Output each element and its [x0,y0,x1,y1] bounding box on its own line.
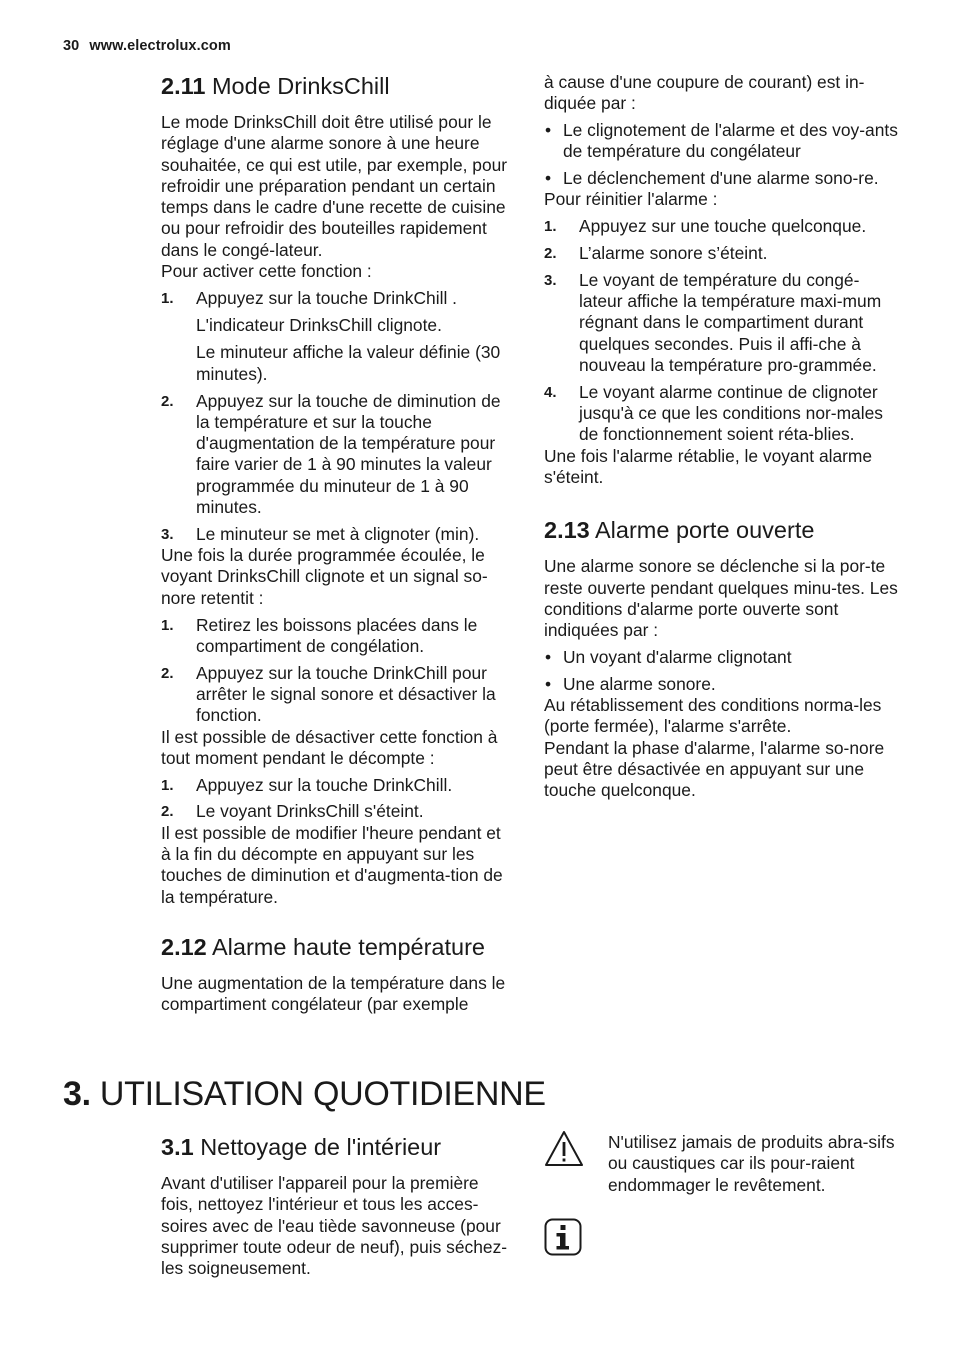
list-note: L'indicateur DrinksChill clignote. [196,315,442,336]
chapter-number: 3. [63,1075,91,1113]
ordered-list [161,615,515,727]
paragraph: Pour réinitier l'alarme : [544,189,718,210]
list-item: 2. Appuyez sur la touche de diminution de la température et sur la touche d'augmentation de la température pour faire varier de 1 à 90 minutes la valeur programmée du minuteur de 1 à 90 minutes. [161,390,501,518]
paragraph: Une fois l'alarme rétablie, le voyant alarme s'éteint. [544,445,873,488]
section-heading-2-13 [544,516,898,544]
section-title: Alarme haute température [211,933,485,960]
section-heading-2-11 [161,72,515,100]
section-number: 2.13 [544,517,590,544]
list-item: • Une alarme sonore. [545,673,716,694]
paragraph: Une augmentation de la température dans le compartiment congélateur (par exemple [161,972,506,1015]
paragraph: Il est possible de modifier l'heure pendant et à la fin du décompte en appuyant sur les touches de diminution et d'augmenta-tion de la température. [161,822,503,907]
section-number: 2.11 [161,73,206,99]
left-column [161,72,515,1015]
ordered-list [544,216,898,445]
list-item: • Un voyant d'alarme clignotant [545,647,792,668]
bullet-icon: • [545,673,552,694]
warning-note [608,1132,898,1196]
list-item: 1. Retirez les boissons placées dans le compartiment de congélation. [161,614,478,656]
bullet-list [544,647,898,695]
list-item: 3. Le minuteur se met à clignoter (min). [161,523,480,544]
warning-triangle-icon [544,1130,584,1173]
paragraph: Pour activer cette fonction : [161,261,372,282]
list-item: 1. Appuyez sur la touche DrinkChill. [161,774,453,795]
section-title: Nettoyage de l'intérieur [200,1134,442,1160]
section-heading-3-1 [161,1133,515,1161]
section-title: Alarme porte ouverte [594,517,815,544]
page-number: 30 [63,38,80,54]
list-item: • Le clignotement de l'alarme et des voy-ants de température du congélateur [545,120,898,162]
list-item: 3. Le voyant de température du congé-lateur affiche la température maxi-mum régnant dans le compartiment durant quelques secondes. Puis il affi-che à nouveau la température pro-grammée. [544,269,882,376]
page-header [63,38,231,54]
site-url: www.electrolux.com [89,38,231,54]
section-heading-2-12 [161,933,515,961]
section-number: 2.12 [161,933,207,960]
right-column [544,72,898,802]
chapter-title: UTILISATION QUOTIDIENNE [99,1075,546,1113]
paragraph: Au rétablissement des conditions norma-les (porte fermée), l'alarme s'arrête. [544,695,882,737]
list-item: 2. Appuyez sur la touche DrinkChill pour arrêter le signal sonore et désactiver la fonction. [161,662,496,726]
paragraph: Avant d'utiliser l'appareil pour la première fois, nettoyez l'intérieur et tous les acces-soires avec de l'eau tiède savonneuse (pour supprimer toute odeur de neuf), puis séchez-les soigneusement. [161,1173,508,1279]
paragraph: Pendant la phase d'alarme, l'alarme so-nore peut être désactivée en appuyant sur une touche quelconque. [544,737,885,801]
list-item: • Le déclenchement d'une alarme sono-re. [545,168,879,189]
section-title: Mode DrinksChill [211,73,390,99]
paragraph: Une fois la durée programmée écoulée, le voyant DrinksChill clignote et un signal so-nore retentit : [161,545,488,608]
list-item: 1. Appuyez sur la touche DrinkChill . [161,287,457,308]
bullet-icon: • [545,647,552,668]
list-item: 1. Appuyez sur une touche quelconque. [544,216,867,237]
chapter-heading [63,1073,546,1115]
list-item: 4. Le voyant alarme continue de clignoter jusqu'à ce que les conditions nor-males de fonctionnement soient réta-blies. [544,381,883,445]
bullet-list [544,120,898,189]
paragraph: à cause d'une coupure de courant) est in-diquée par : [544,72,865,114]
bullet-icon: • [545,120,552,141]
list-item: 2. L’alarme sonore s’éteint. [544,243,768,264]
list-item: 2. Le voyant DrinksChill s'éteint. [161,801,424,822]
paragraph: Une alarme sonore se déclenche si la por-te reste ouverte pendant quelques minu-tes. Les conditions d'alarme porte ouverte sont indiquées par : [544,556,898,641]
paragraph: Le mode DrinksChill doit être utilisé pour le réglage d'une alarme sonore à une heure souhaitée, ce qui est utile, par exemple, pour refroidir une préparation pendant un certain temps dans le cadre d'une recette de cuisine ou pour refroidir des bouteilles rapidement dans le congé-lateur. [161,112,508,260]
left-column-bottom [161,1133,515,1279]
bullet-icon: • [545,168,552,189]
list-note: Le minuteur affiche la valeur définie (30 minutes). [196,342,501,384]
ordered-list [161,288,515,545]
section-number: 3.1 [161,1134,194,1160]
paragraph: Il est possible de désactiver cette fonction à tout moment pendant le décompte : [161,726,498,768]
warning-text: N'utilisez jamais de produits abra-sifs ou caustiques car ils pour-raient endommager le revêtement. [608,1132,895,1195]
ordered-list [161,775,515,823]
info-icon [544,1218,582,1261]
